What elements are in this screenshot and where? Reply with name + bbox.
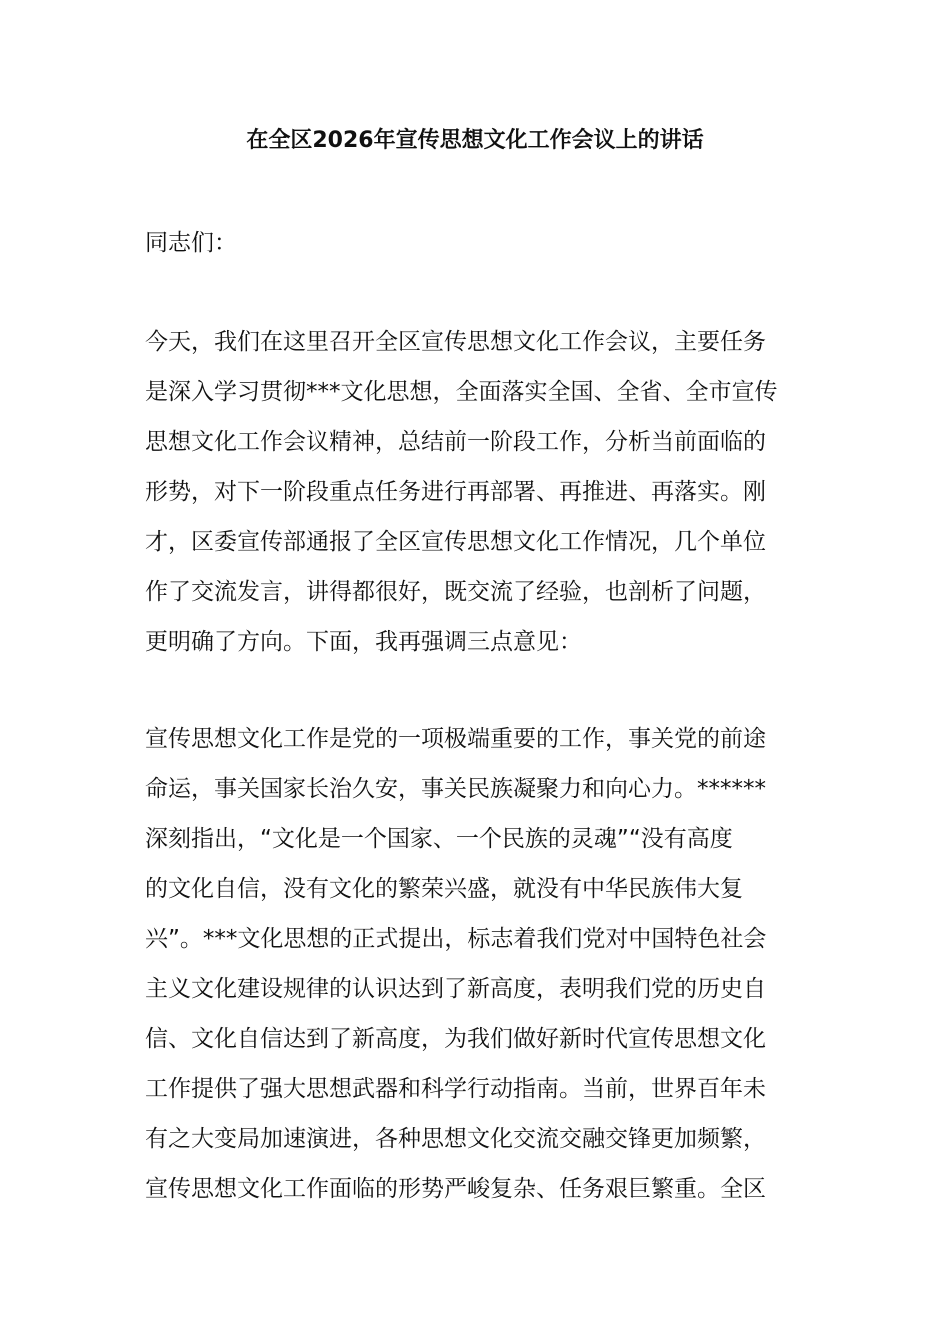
paragraph-line: 信、文化自信达到了新高度，为我们做好新时代宣传思想文化 — [145, 1026, 766, 1052]
paragraph-line: 工作提供了强大思想武器和科学行动指南。当前，世界百年未 — [145, 1076, 766, 1102]
paragraph-line: 才，区委宣传部通报了全区宣传思想文化工作情况，几个单位 — [145, 529, 766, 555]
salutation — [145, 218, 807, 268]
paragraph-line: 更明确了方向。下面，我再强调三点意见： — [145, 629, 582, 655]
salutation-text: 同志们： — [145, 230, 237, 256]
document-title: 在全区2026年宣传思想文化工作会议上的讲话 — [246, 128, 704, 153]
paragraph-line: 作了交流发言，讲得都很好，既交流了经验，也剖析了问题， — [145, 579, 766, 605]
paragraph-line: 形势，对下一阶段重点任务进行再部署、再推进、再落实。刚 — [145, 479, 766, 505]
paragraph-line: 是深入学习贯彻***文化思想，全面落实全国、全省、全市宣传 — [145, 379, 778, 405]
paragraph-line: 主义文化建设规律的认识达到了新高度，表明我们党的历史自 — [145, 976, 766, 1002]
paragraph-line: 宣传思想文化工作面临的形势严峻复杂、任务艰巨繁重。全区 — [145, 1176, 766, 1202]
paragraph-line: 兴”。***文化思想的正式提出，标志着我们党对中国特色社会 — [145, 926, 767, 952]
paragraph-line: 宣传思想文化工作是党的一项极端重要的工作，事关党的前途 — [145, 726, 766, 752]
paragraph-line: 思想文化工作会议精神，总结前一阶段工作，分析当前面临的 — [145, 429, 766, 455]
paragraph-1 — [145, 317, 807, 667]
paragraph-line: 的文化自信，没有文化的繁荣兴盛，就没有中华民族伟大复 — [145, 876, 743, 902]
paragraph-line: 有之大变局加速演进，各种思想文化交流交融交锋更加频繁， — [145, 1126, 766, 1152]
paragraph-line: 今天，我们在这里召开全区宣传思想文化工作会议，主要任务 — [145, 329, 766, 355]
paragraph-line: 命运，事关国家长治久安，事关民族凝聚力和向心力。****** — [145, 776, 766, 802]
paragraph-2 — [145, 714, 807, 1214]
paragraph-line: 深刻指出，“文化是一个国家、一个民族的灵魂”“没有高度 — [145, 826, 733, 852]
